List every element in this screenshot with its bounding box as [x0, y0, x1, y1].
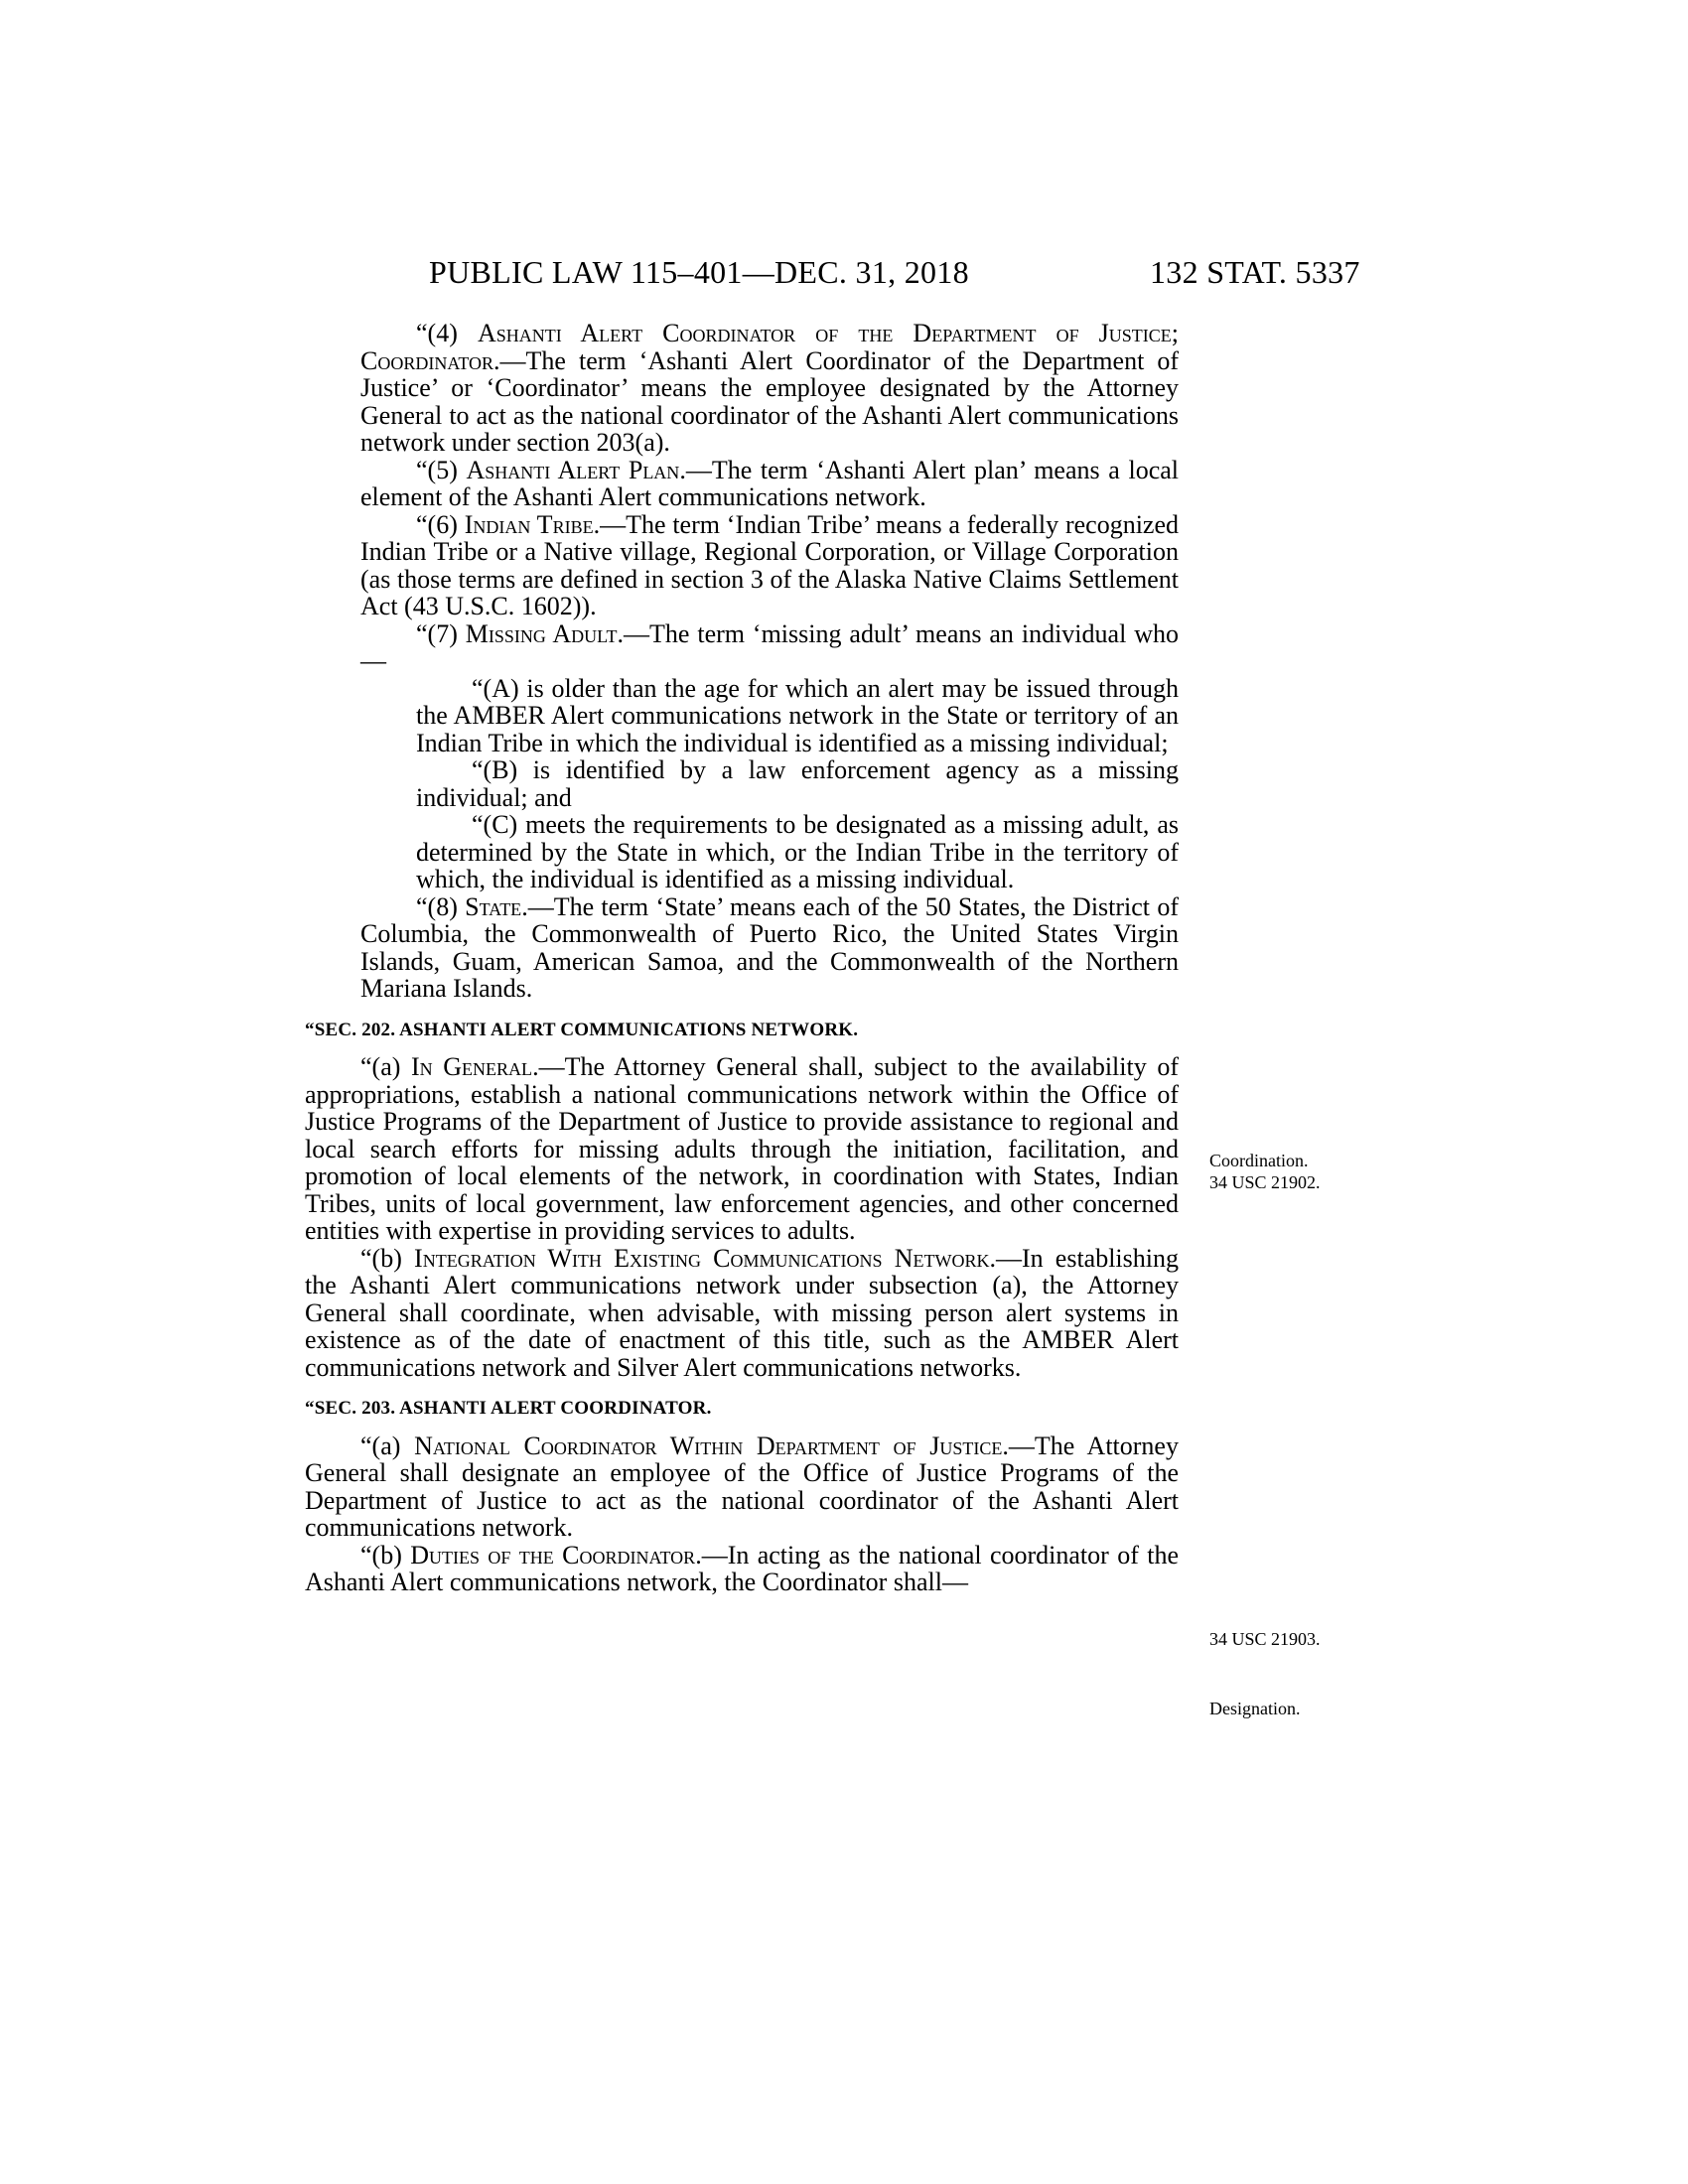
definition-paragraph-5: “(5) Ashanti Alert Plan.—The term ‘Ashanti Alert plan’ means a local element of the Ashanti Alert communications network.: [360, 455, 1179, 511]
definition-paragraph-6: “(6) Indian Tribe.—The term ‘Indian Tribe’ means a federally recognized Indian Tribe or a Native village, Regional Corporation, or Village Corporation (as those terms are defined in section 3 of the Alaska Native Claims Settlement Act (43 U.S.C. 1602)).: [360, 509, 1180, 620]
running-header-title: PUBLIC LAW 115–401—DEC. 31, 2018: [429, 254, 969, 290]
definition-paragraph-8: “(8) State.—The term ‘State’ means each of the 50 States, the District of Columbia, the Commonwealth of Puerto Rico, the United States Virgin Islands, Guam, American Samoa, and the Commonwealth of the Northern Mariana Islands.: [360, 891, 1180, 1003]
paragraph-heading: Ashanti Alert Plan: [466, 455, 680, 484]
section-203-heading: “SEC. 203. ASHANTI ALERT COORDINATOR.: [305, 1398, 712, 1419]
section-203a: “(a) National Coordinator Within Department of Justice.—The Attorney General shall designate an employee of the Office of Justice Programs of the Department of Justice to act as the national coordinator of the Ashanti Alert communications network.: [305, 1431, 1179, 1542]
definition-paragraph-4: “(4) Ashanti Alert Coordinator of the Department of Justice; Coordinator.—The term ‘Ashanti Alert Coordinator of the Department of Justice’ or ‘Coordinator’ means the employee designated by the Attorney General to act as the national coordinator of the Ashanti Alert communications network under section 203(a).: [360, 319, 1180, 457]
margin-note-coordination: Coordination.: [1209, 1151, 1309, 1170]
margin-note-designation: Designation.: [1209, 1699, 1301, 1718]
page-stat-number: 132 STAT. 5337: [1150, 254, 1360, 290]
paragraph-heading: Indian Tribe: [464, 509, 594, 539]
definition-paragraph-7: “(7) Missing Adult.—The term ‘missing adult’ means an individual who—: [360, 618, 1179, 675]
paragraph-heading: Ashanti Alert Coordinator of the Department of Justice; Coordinator: [360, 319, 1180, 375]
section-203b: “(b) Duties of the Coordinator.—In acting as the national coordinator of the Ashanti Alert communications network, the Coordinator shall—: [305, 1540, 1179, 1596]
subsection-heading: In General: [411, 1052, 533, 1081]
statute-body: [305, 320, 1179, 1596]
section-202-heading: “SEC. 202. ASHANTI ALERT COMMUNICATIONS NETWORK.: [305, 1019, 859, 1040]
subparagraph-7b: “(B) is identified by a law enforcement agency as a missing individual; and: [416, 755, 1179, 812]
subsection-heading: Integration With Existing Communications Network: [414, 1243, 990, 1273]
subsection-heading: Duties of the Coordinator: [410, 1540, 696, 1570]
subsection-heading: National Coordinator Within Department of Justice: [414, 1431, 1003, 1460]
margin-note-usc-21903: 34 USC 21903.: [1209, 1629, 1321, 1649]
subparagraph-7a: “(A) is older than the age for which an alert may be issued through the AMBER Alert communications network in the State or territory of an Indian Tribe in which the individual is identified as a missing individual;: [416, 673, 1179, 757]
section-202b: “(b) Integration With Existing Communications Network.—In establishing the Ashanti Alert communications network under subsection (a), the Attorney General shall coordinate, when advisable, with missing person alert systems in existence as of the date of enactment of this title, such as the AMBER Alert communications network and Silver Alert communications networks.: [305, 1243, 1180, 1382]
subparagraph-7c: “(C) meets the requirements to be designated as a missing adult, as determined by the State in which, or the Indian Tribe in the territory of which, the individual is identified as a missing individual.: [416, 810, 1179, 893]
section-202a: “(a) In General.—The Attorney General shall, subject to the availability of appropriations, establish a national communications network within the Office of Justice Programs of the Department of Justice to provide assistance to regional and local search efforts for missing adults through the initiation, facilitation, and promotion of local elements of the network, in coordination with States, Indian Tribes, units of local government, law enforcement agencies, and other concerned entities with expertise in providing services to adults.: [305, 1052, 1179, 1245]
paragraph-heading: Missing Adult: [465, 618, 618, 648]
paragraph-heading: State: [465, 891, 522, 921]
margin-note-usc-21902: 34 USC 21902.: [1209, 1172, 1321, 1192]
